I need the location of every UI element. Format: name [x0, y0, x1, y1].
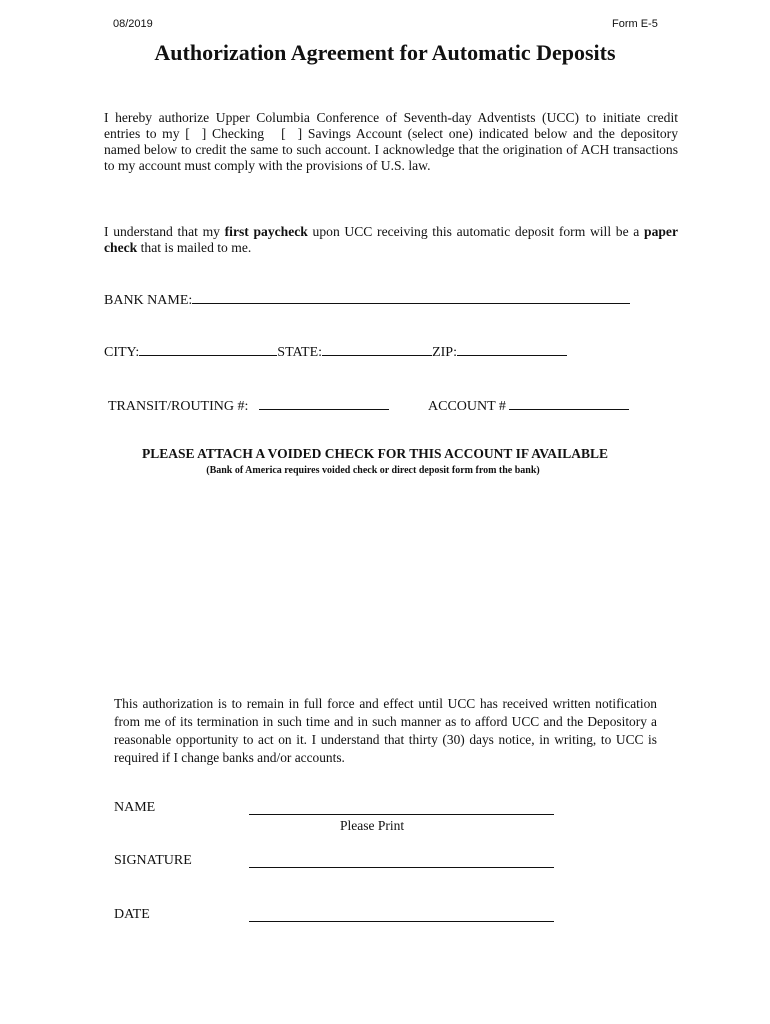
- routing-label: TRANSIT/ROUTING #:: [108, 399, 249, 414]
- city-input[interactable]: [139, 342, 277, 356]
- bank-name-field: [104, 290, 630, 309]
- state-label: STATE:: [277, 345, 323, 360]
- attach-check-notice: PLEASE ATTACH A VOIDED CHECK FOR THIS ACCOUNT IF AVAILABLE: [142, 446, 608, 461]
- date-input[interactable]: [249, 921, 554, 922]
- signature-input[interactable]: [249, 867, 554, 868]
- savings-bracket: [: [281, 126, 286, 141]
- first-paycheck-emphasis: first paycheck: [224, 224, 308, 239]
- name-input[interactable]: [249, 814, 554, 815]
- authorization-text-end: ] Savings Account (select one) indicated below and the depository named below to credit the same to such account. I acknowledge that the origination of ACH transactions to my account must comply with the provisions of U.S. law.: [104, 126, 678, 173]
- zip-input[interactable]: [457, 342, 567, 356]
- bank-name-input[interactable]: [192, 290, 630, 304]
- authorization-duration-paragraph: This authorization is to remain in full force and effect until UCC has received written notification from me of its termination in such time and in such manner as to afford UCC and the Depository a reasonable opportunity to act on it. I understand that thirty (30) days notice, in writing, to UCC is required if I change banks and/or accounts.: [114, 696, 657, 765]
- account-field: [428, 396, 629, 415]
- authorization-text-start: I hereby authorize Upper Columbia Conference of Seventh-day Adventists (UCC) to initiate credit entries to my [: [104, 110, 678, 141]
- checking-label: ] Checking: [201, 126, 265, 141]
- form-id: Form E-5: [612, 18, 658, 30]
- routing-input[interactable]: [259, 396, 389, 410]
- account-label: ACCOUNT #: [428, 399, 506, 414]
- bank-name-label: BANK NAME:: [104, 293, 193, 308]
- routing-field: [108, 396, 389, 415]
- paycheck-text-2: upon UCC receiving this automatic deposit form will be a: [307, 224, 645, 239]
- bank-of-america-note: (Bank of America requires voided check or direct deposit form from the bank): [206, 465, 540, 476]
- paycheck-notice: [104, 224, 678, 256]
- city-state-zip-row: [104, 342, 567, 361]
- zip-label: ZIP:: [432, 345, 457, 360]
- authorization-paragraph: [104, 110, 678, 174]
- signature-label: SIGNATURE: [114, 853, 192, 868]
- paycheck-text-3: that is mailed to me.: [137, 240, 252, 255]
- page-title: Authorization Agreement for Automatic Deposits: [154, 40, 616, 65]
- form-date: 08/2019: [113, 18, 153, 30]
- paper-check-emphasis: paper check: [104, 224, 678, 255]
- date-label: DATE: [114, 907, 150, 922]
- city-label: CITY:: [104, 345, 140, 360]
- paycheck-text-1: I understand that my: [104, 224, 225, 239]
- please-print-note: Please Print: [340, 818, 405, 833]
- name-label: NAME: [114, 800, 156, 815]
- state-input[interactable]: [322, 342, 432, 356]
- account-input[interactable]: [509, 396, 629, 410]
